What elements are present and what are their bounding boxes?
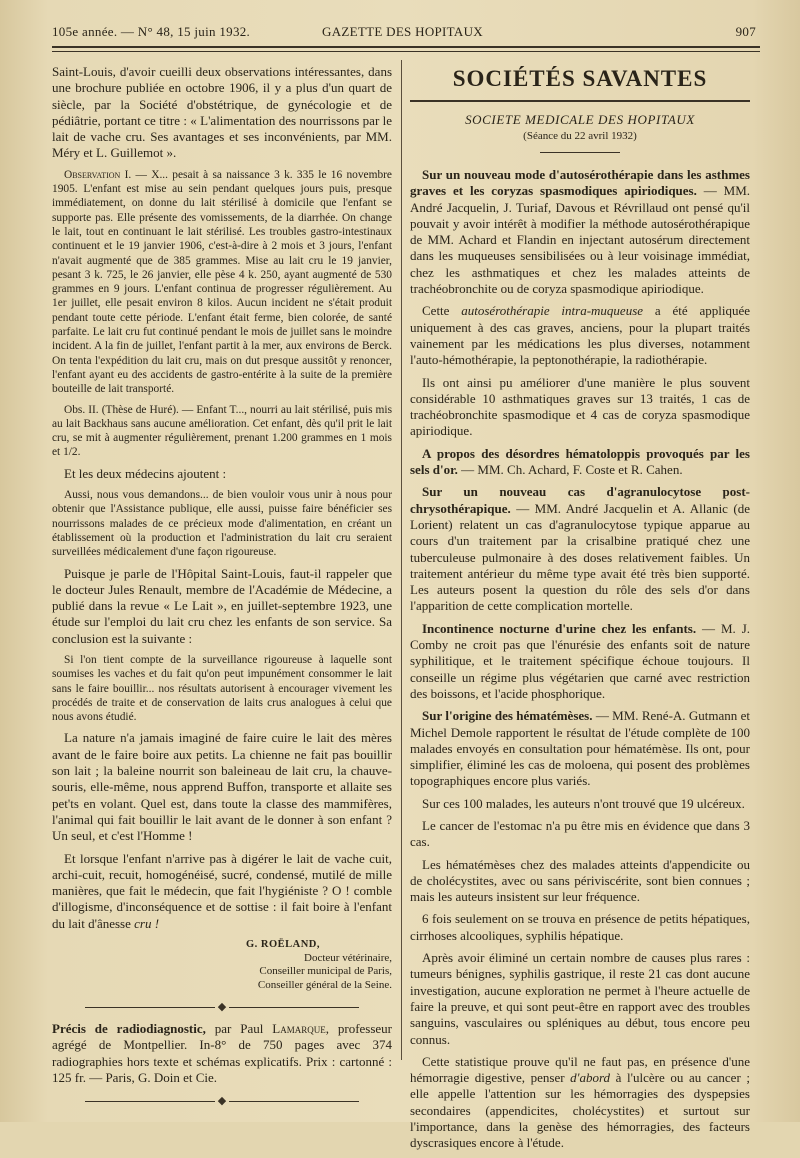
article-5-title: Sur l'origine des hématémèses. bbox=[422, 708, 593, 724]
article-incontinence bbox=[410, 621, 750, 702]
article-4-authors: — M. J. Comby bbox=[410, 620, 751, 653]
society-name: SOCIETE MEDICALE DES HOPITAUX bbox=[465, 112, 695, 127]
ornament-divider: ◆ bbox=[52, 1000, 392, 1013]
article-5-paragraph-2: Sur ces 100 malades, les auteurs n'ont trouvé que 19 ulcéreux. bbox=[422, 795, 745, 811]
book-author: Lamarque, bbox=[272, 1021, 329, 1037]
signature-block bbox=[52, 938, 392, 992]
section-title-rule bbox=[410, 100, 750, 102]
conclusion-paragraph bbox=[52, 851, 392, 932]
nature-paragraph: La nature n'a jamais imaginé de faire cuire le lait des mères avant de le faire boire aux petits. La chienne ne fait pas bouillir son lait ; la baleine nourrit son baleineau de lait cru, la chauve-souris, elle-même, nous apprend Buffon, transporte et allaite ses pet'ts en volant. Quel est, dans toute la classe des mammifères, l'animal qui fait bouillir le lait avant de le donner à son enfant ? Un seul, et c'est l'Homme ! bbox=[52, 730, 392, 844]
article-hematemesis bbox=[410, 708, 750, 789]
observation-1 bbox=[52, 168, 392, 397]
left-column bbox=[52, 64, 392, 1115]
article-2-title: A propos des désordres hématoloppis provoqués par les sels d'or. bbox=[410, 445, 750, 478]
book-text-b: professeur agrégé de Montpellier. In-8° de 750 pages avec 374 radiographies hors texte et schémas explicatifs. Prix : cartonné : 125 fr. — Paris, G. Doin et Cie. bbox=[52, 1021, 393, 1085]
renault-paragraph: Puisque je parle de l'Hôpital Saint-Louis, faut-il rappeler que le docteur Jules Renault, membre de l'Académie de Médecine, a publié dans la revue « Le Lait », en juillet-septembre 1923, une étude sur l'emploi du lait cru chez les enfants de son service. Sa conclusion est la suivante : bbox=[52, 565, 392, 646]
conclusion-text: Et lorsque l'enfant n'arrive pas à digérer le lait de vache cuit, archi-cuit, recuit, homogénéisé, sucré, condensé, mutilé de mille manières, que fait le médecin, que fait l'hygiéniste ? O ! comble d'illogisme, d'inconséquence et de sottise : il fait boire à l'enfant du lait d'ânesse bbox=[52, 850, 392, 931]
observation-2 bbox=[52, 403, 392, 460]
article-autoserotherapy bbox=[410, 167, 750, 297]
conclusion-emphasis: cru ! bbox=[134, 915, 160, 931]
article-2-authors: — MM. Ch. Achard, F. Coste et R. Cahen. bbox=[461, 462, 683, 478]
article-1-authors: — MM. André Jacquelin, J. Turiaf, Davous et Révrillaud bbox=[410, 183, 751, 215]
book-text-a: par Paul bbox=[214, 1021, 264, 1037]
article-5-paragraph-6: Après avoir éliminé un certain nombre de causes plus rares : tumeurs bénignes, syphilis gastrique, il reste 21 cas dont aucune investigation, aucune exploration ne permet à l'heure actuelle de faire la preuve, et qui sont peut-être en rapport avec des troubles sanguins, vasculaires ou spléniques au début, tous encore peu connus. bbox=[410, 950, 750, 1047]
ornament-divider-bottom: ◆ bbox=[52, 1094, 392, 1107]
article-1-paragraph-3: Ils ont ainsi pu améliorer d'une manière le plus souvent considérable 10 asthmatiques graves sur 13 traités, 1 cas de trachéobronchite spasmodique et 4 cas de coryza spasmodique apiriodique. bbox=[410, 374, 750, 439]
article-3-authors: — MM. André Jacquelin et A. Allanic (de Lorient) bbox=[410, 500, 750, 532]
right-column bbox=[410, 64, 750, 1158]
signature-name: G. ROËLAND, bbox=[245, 939, 320, 951]
article-3-title: Sur un nouveau cas d'agranulocytose post-chrysothérapique. bbox=[410, 484, 750, 516]
article-5-authors: — MM. René-A. Gutmann et Michel Demole bbox=[410, 708, 750, 740]
article-4-title: Incontinence nocturne d'urine chez les enfants. bbox=[422, 620, 697, 636]
article-3-text: relatent un cas d'agranulocytose typique apparue au cours d'un traitement par la crisalbine pratiqué chez une tuberculeuse pulmonaire à des doses relativement faibles. Un traitement antérieur du même type avait été très bien supporté. Les auteurs posent la question du rôle des sels d'or dans l'apparition de cette complication mortelle. bbox=[410, 516, 750, 614]
book-title: Précis de radiodiagnostic, bbox=[52, 1021, 206, 1037]
book-notice bbox=[52, 1021, 392, 1086]
column-divider bbox=[401, 60, 402, 1060]
article-1-text: ont pensé qu'il pouvait y avoir intérêt à modifier la méthode autosérothérapique de MM. Achard et Flandin en injectant autosérum directement dans les muqueuses sensibilisées ou à leur voisinage immédiat, chez les asthmatiques et chez les malades atteints de trachéobronchite ou de coryza spasmodique apiriodique. bbox=[410, 199, 751, 297]
signature-title-3: Conseiller général de la Seine. bbox=[257, 978, 392, 991]
observation-1-label: Observation I. bbox=[64, 168, 132, 181]
article-5-text: rapportent le résultat de l'étude complète de 100 malades envoyés en consultation pour hématémèse. Ils ont, pour simplifier, éliminé les cas de moloena, qui posent des problèmes topographiques encore plus variés. bbox=[410, 724, 750, 789]
header-rule-thin bbox=[52, 51, 760, 52]
signature-title-1: Docteur vétérinaire, bbox=[304, 951, 392, 964]
observation-1-text: — X... pesait à sa naissance 3 k. 335 le 16 novembre 1905. L'enfant est mise au sein pendant quelques jours puis, presque immédiatement, on donne du lait stérilisé à domicile que l'enfant se supporte pas. Elle présente des vomissements, de la diarrhée. On change le lait, tout en continuant le lait stérilisé. Les troubles gastro-intestinaux continuent et le 19 janvier 1906, c'est-à-dire à 2 mois et 3 jours, l'enfant n'avait augmenté que de 385 grammes. Mise au lait cru le 19 janvier, pesant 3 k. 725, le 26 janvier, elle pèse 4 k. 250, ayant augmenté de 530 grammes en 9 jours. L'enfant continua de progresser régulièrement. Au 1er juillet, elle pesait environ 8 kilos. Aucun incident ne s'était produit pendant toute cette période. L'enfant était ferme, bien colorée, de santé parfaite. Le lait cru fut continué pendant le mois de juillet sans le moindre incident. A la fin de juillet, l'enfant partit à la mer, aux environs de Berck. On tenta l'expédition du lait cru, mais on dut presque aussitôt y renoncer, l'enfant ayant eu des accidents de gastro-entérite à la suite de la première bouteille de lait transporté. bbox=[52, 168, 392, 396]
observation-2-label: Obs. II. bbox=[64, 403, 99, 416]
article-5-paragraph-5: 6 fois seulement on se trouva en présence de petits hépatiques, cirrhoses alcooliques, syphilis hépatique. bbox=[410, 911, 750, 943]
journal-title: GAZETTE DES HOPITAUX bbox=[322, 24, 483, 39]
signature-title-2: Conseiller municipal de Paris, bbox=[259, 965, 392, 978]
observation-2-text: (Thèse de Huré). — Enfant T..., nourri au lait stérilisé, puis mis au lait Backhaus sans aucune amélioration. Cet enfant, dès qu'il prit le lait cru, se mit à augmenter régulièrement, prenant 1.200 grammes en 1 mois et 1/2. bbox=[52, 403, 393, 459]
article-5-paragraph-4: Les hématémèses chez des malades atteints d'appendicite ou de cholécystites, avec ou sans périviscérite, sont bien connues ; mais les auteurs insistent sur leur fréquence. bbox=[410, 856, 750, 905]
issue-info: 105e année. — N° 48, 15 juin 1932. bbox=[52, 24, 251, 39]
session-rule bbox=[540, 152, 620, 153]
running-header bbox=[52, 24, 756, 44]
article-5-paragraph-7: Cette statistique prouve qu'il ne faut pas, en présence d'une hémorragie digestive, penser d'abord à l'ulcère ou au cancer ; elle appelle l'attention sur les hémorragies des dyspepsies secondaires (appendicites, cholécystites) et surtout sur l'importance, dans la genèse des hémorragies, des facteurs dyscrasiques encore à l'étude. bbox=[410, 1053, 751, 1151]
quote-renault: Si l'on tient compte de la surveillance rigoureuse à laquelle sont soumises les vaches et du fait qu'on peut impunément consommer le lait sans le faire bouillir... nos résultats autorisent à encourager vivement les procédés de traite et de conservation de laits crus analogues à celui que nous avons étudié. bbox=[52, 653, 392, 724]
article-4-text: ne croit pas que l'énurésie des enfants soit de nature syphilitique, et le traitement spécifique échoue toujours. Il conseille un régime plus végétarien que carné avec restriction des boissons, et l'acide phosphorique. bbox=[410, 637, 751, 701]
header-rule bbox=[52, 46, 760, 48]
article-1-paragraph-2: Cette autosérothérapie intra-muqueuse a été appliquée uniquement à des cas graves, anciens, pour la plupart traités vainement par les médications les plus diverses, notamment l'auto-hémothérapie, la peptonothérapie, la radiothérapie. bbox=[410, 303, 750, 368]
article-5-paragraph-3: Le cancer de l'estomac n'a pu être mis en évidence que dans 3 cas. bbox=[410, 817, 750, 850]
quote-assistance: Aussi, nous vous demandons... de bien vouloir vous unir à nous pour obtenir que l'Assistance publique, elle aussi, puisse faire bénéficier ses nourrissons malades de ce précieux mode d'alimentation, en créant un établissement où la production et l'administration du lait cru seraient surveillées médicalement d'une façon rigoureuse. bbox=[52, 489, 392, 559]
intro-paragraph: Saint-Louis, d'avoir cueilli deux observations intéressantes, dans une brochure publiée en octobre 1906, il y a plus d'un quart de siècle, par la Société d'obstétrique, de gynécologie et de pédiâtrie, portant ce titre : « L'alimentation des nourrissons par le lait de vache cru. Ses avantages et ses inconvénients, par MM. Méry et L. Guillemot ». bbox=[52, 64, 392, 161]
page-number: 907 bbox=[735, 24, 756, 39]
transition-paragraph: Et les deux médecins ajoutent : bbox=[64, 465, 227, 481]
session-date: (Séance du 22 avril 1932) bbox=[523, 130, 637, 142]
article-agranulocytosis bbox=[410, 484, 750, 614]
article-gold-salts bbox=[410, 446, 750, 479]
section-title: SOCIÉTÉS SAVANTES bbox=[452, 66, 708, 91]
article-1-title: Sur un nouveau mode d'autosérothérapie dans les asthmes graves et les coryzas spasmodiques apiriodiques. bbox=[410, 167, 750, 199]
